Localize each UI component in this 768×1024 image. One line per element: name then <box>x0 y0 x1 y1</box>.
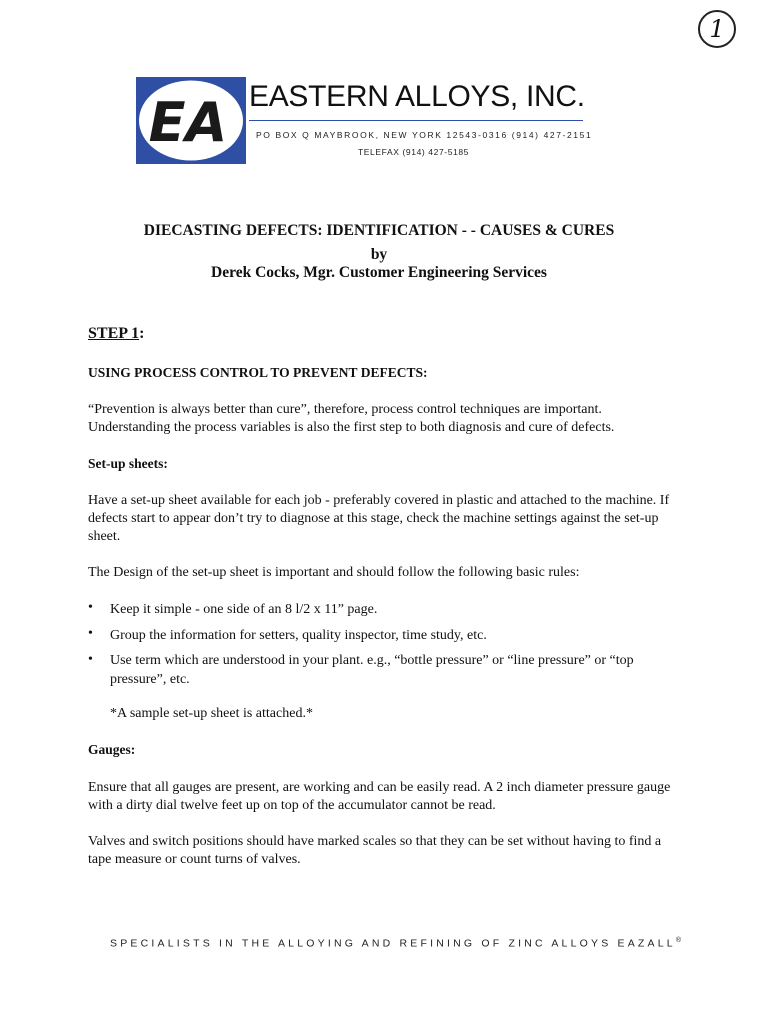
company-telefax: TELEFAX (914) 427-5185 <box>358 147 470 157</box>
gauges-paragraph-2: Valves and switch positions should have marked scales so that they can be set without having to find a tape measure or count turns of valves. <box>88 834 662 867</box>
document-title: DIECASTING DEFECTS: IDENTIFICATION - - CAUSES & CURES <box>143 222 615 239</box>
setup-paragraph-1: Have a set-up sheet available for each job - preferably covered in plastic and attached to the machine. If defects start to appear don’t try to diagnose at this stage, check the machine settings against the set-up sheet. <box>88 493 670 544</box>
footer-tagline <box>110 937 681 950</box>
setup-paragraph-2: The Design of the set-up sheet is important and should follow the following basic rules: <box>88 565 580 580</box>
footer-text: SPECIALISTS IN THE ALLOYING AND REFINING OF ZINC ALLOYS EAZALL <box>110 937 676 950</box>
letterhead-rule <box>249 120 583 121</box>
bullet-marker: • <box>88 652 93 667</box>
logo-text: EA <box>148 91 228 154</box>
bullet-marker: • <box>88 600 93 615</box>
ea-logo-mark <box>136 77 246 164</box>
registered-mark: ® <box>675 937 681 944</box>
company-logo <box>136 77 246 164</box>
bullet-marker: • <box>88 626 93 641</box>
setup-heading: Set-up sheets: <box>88 456 168 471</box>
gauges-heading: Gauges: <box>88 742 136 757</box>
step-label: STEP 1 <box>88 325 140 342</box>
bullet-item-1: Keep it simple - one side of an 8 l/2 x 11” page. <box>110 602 378 617</box>
section-heading: USING PROCESS CONTROL TO PREVENT DEFECTS: <box>88 365 428 380</box>
step-colon: : <box>139 325 145 342</box>
page-number: 1 <box>698 10 736 48</box>
bullet-item-2: Group the information for setters, quality inspector, time study, etc. <box>110 628 487 643</box>
step-heading <box>88 325 144 343</box>
sample-sheet-note: *A sample set-up sheet is attached.* <box>110 706 313 721</box>
gauges-paragraph-1: Ensure that all gauges are present, are working and can be easily read. A 2 inch diameter pressure gauge with a dirty dial twelve feet up on top of the accumulator cannot be read. <box>88 780 671 813</box>
company-address: PO BOX Q MAYBROOK, NEW YORK 12543-0316 (914) 427-2151 <box>256 130 593 140</box>
author-line: Derek Cocks, Mgr. Customer Engineering Services <box>211 264 547 281</box>
intro-paragraph: “Prevention is always better than cure”, therefore, process control techniques are important. Understanding the process variables is also the first step to both diagnosis and cure of defects. <box>88 402 615 435</box>
bullet-item-3: Use term which are understood in your plant. e.g., “bottle pressure” or “line pressure” or “top pressure”, etc. <box>110 653 634 687</box>
company-name: EASTERN ALLOYS, INC. <box>249 80 585 113</box>
byline-by: by <box>370 246 388 263</box>
